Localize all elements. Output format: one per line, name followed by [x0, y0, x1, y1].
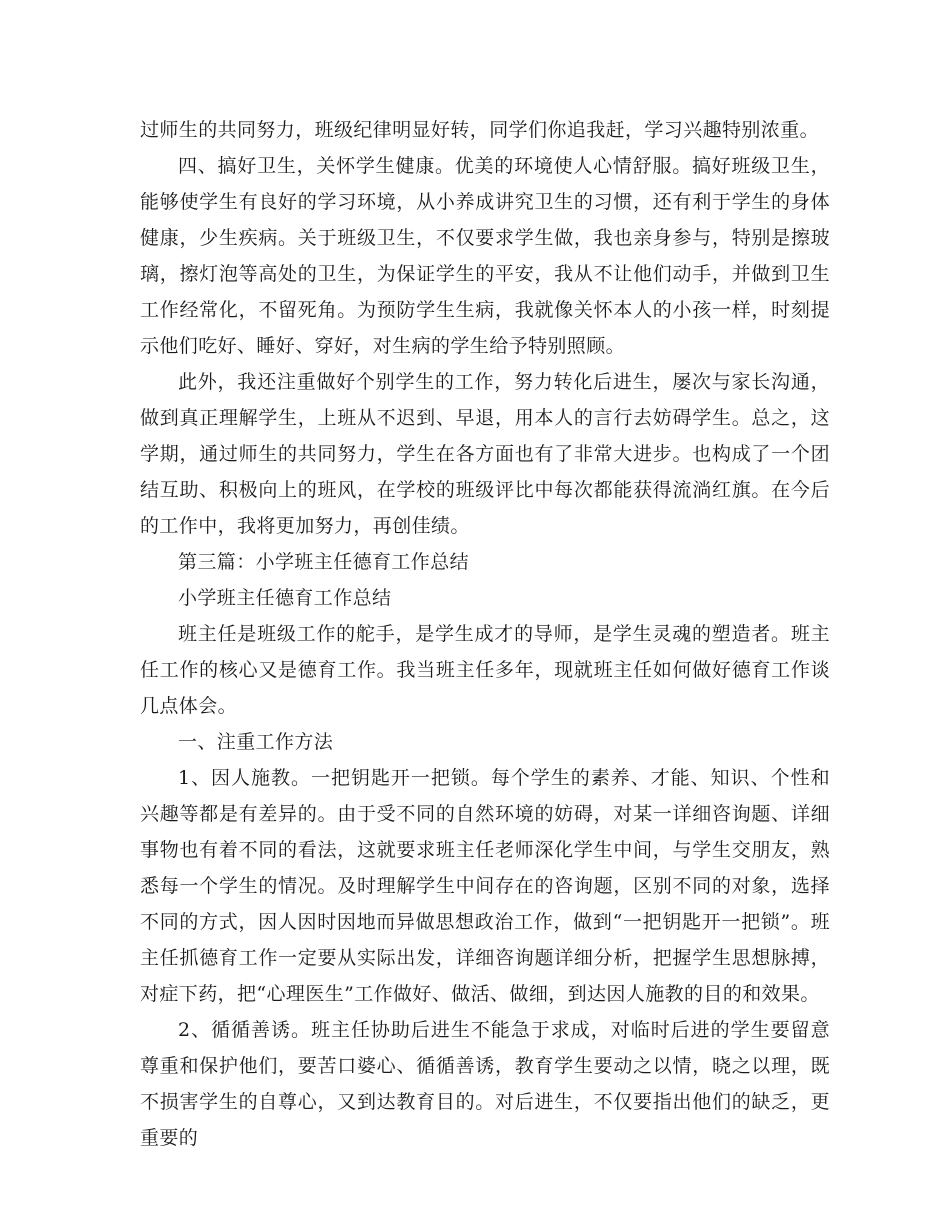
paragraph-hygiene: 四、搞好卫生，关怀学生健康。优美的环境使人心情舒服。搞好班级卫生，能够使学生有良好的学习环境，从小养成讲究卫生的习惯，还有利于学生的身体健康，少生疾病。关于班级卫生，不仅要求学生做，我也亲身参与，特别是擦玻璃，擦灯泡等高处的卫生，为保证学生的平安，我从不让他们动手，并做到卫生工作经常化，不留死角。为预防学生生病，我就像关怀本人的小孩一样，时刻提示他们吃好、睡好、穿好，对生病的学生给予特别照顾。 [140, 155, 830, 357]
paragraph-intro: 班主任是班级工作的舵手，是学生成才的导师，是学生灵魂的塑造者。班主任工作的核心又是德育工作。我当班主任多年，现就班主任如何做好德育工作谈几点体会。 [140, 623, 830, 717]
paragraph-continuation: 过师生的共同努力，班级纪律明显好转，同学们你追我赶，学习兴趣特别浓重。 [140, 119, 820, 141]
article-title: 小学班主任德育工作总结 [178, 587, 392, 609]
paragraph-individual-students: 此外，我还注重做好个别学生的工作，努力转化后进生，屡次与家长沟通，做到真正理解学生，上班从不迟到、早退，用本人的言行去妨碍学生。总之，这学期，通过师生的共同努力，学生在各方面也有了非常大进步。也构成了一个团结互助、积极向上的班风，在学校的班级评比中每次都能获得流淌红旗。在今后的工作中，我将更加努力，再创佳绩。 [140, 371, 830, 537]
paragraph-patient-guidance: 2、循循善诱。班主任协助后进生不能急于求成，对临时后进的学生要留意尊重和保护他们，要苦口婆心、循循善诱，教育学生要动之以情，晓之以理，既不损害学生的自尊心，又到达教育目的。对后进生，不仅要指出他们的缺乏，更重要的 [140, 1019, 830, 1149]
section-title: 第三篇：小学班主任德育工作总结 [178, 551, 470, 573]
heading-work-methods: 一、注重工作方法 [178, 731, 334, 753]
document-body [140, 112, 830, 1156]
paragraph-teach-by-individual: 1、因人施教。一把钥匙开一把锁。每个学生的素养、才能、知识、个性和兴趣等都是有差异的。由于受不同的自然环境的妨碍，对某一详细咨询题、详细事物也有着不同的看法，这就要求班主任老师深化学生中间，与学生交朋友，熟悉每一个学生的情况。及时理解学生中间存在的咨询题，区别不同的对象，选择不同的方式，因人因时因地而异做思想政治工作，做到“一把钥匙开一把锁”。班主任抓德育工作一定要从实际出发，详细咨询题详细分析，把握学生思想脉搏，对症下药，把“心理医生”工作做好、做活、做细，到达因人施教的目的和效果。 [140, 767, 830, 1005]
